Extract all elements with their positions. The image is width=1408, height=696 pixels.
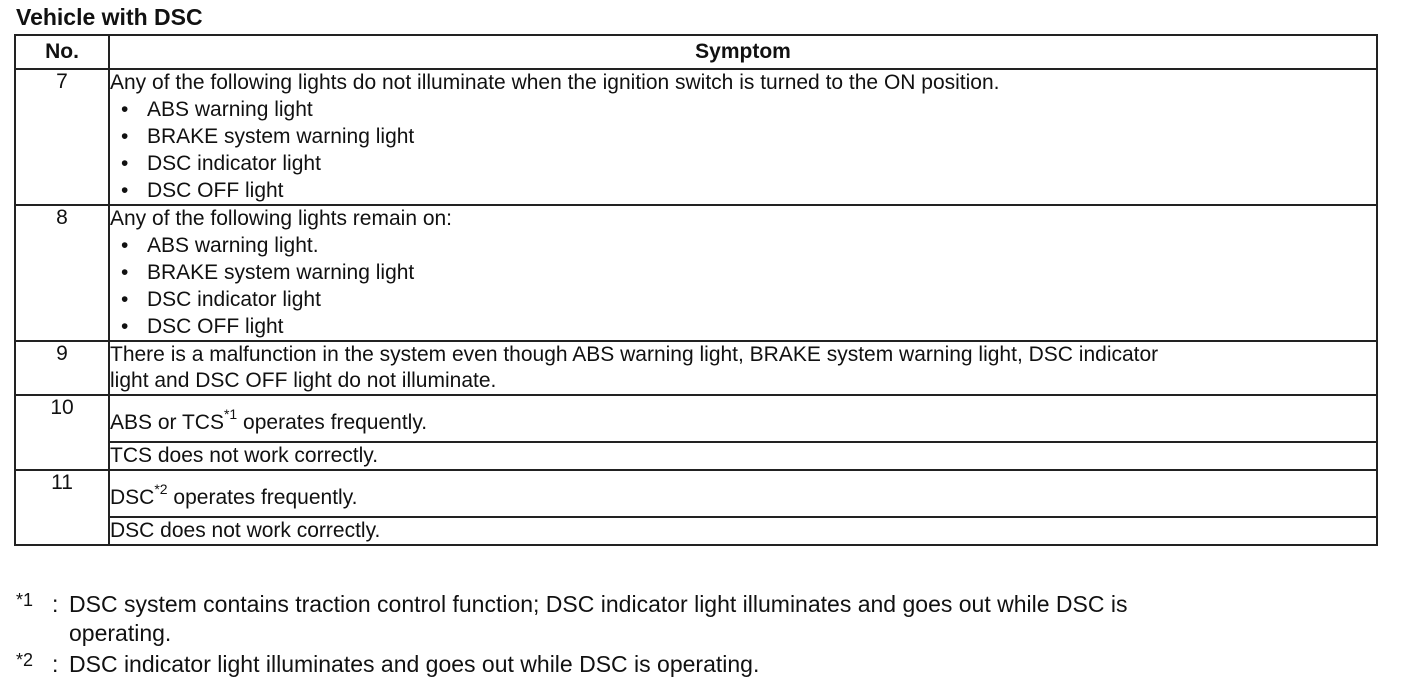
footnote-colon: : [52,651,59,677]
table-row [15,442,1377,470]
bullet-icon: • [121,234,129,257]
row-number: 10 [15,395,109,470]
list-item-label: DSC indicator light [147,288,321,311]
list-item [121,232,1376,259]
footnote-mark: *2 [16,650,34,670]
symptom-cell [109,341,1377,395]
table-row [15,517,1377,545]
bullet-icon: • [121,261,129,284]
footnote-text: operating. [69,620,172,646]
table-header-row [15,35,1377,69]
list-item-label: ABS warning light. [147,234,319,257]
table-row [15,395,1377,442]
column-header-no: No. [15,35,109,69]
list-item [121,259,1376,286]
row-number: 11 [15,470,109,545]
bullet-icon: • [121,315,129,338]
list-item-label: DSC OFF light [147,315,284,338]
symptom-text: ABS or TCS [110,411,224,434]
list-item-label: DSC indicator light [147,152,321,175]
symptom-text-line: There is a malfunction in the system even though ABS warning light, BRAKE system warning light, DSC indicator [110,343,1159,366]
footnote-colon: : [52,591,59,617]
symptom-text-line: light and DSC OFF light do not illuminate. [110,369,497,392]
bullet-list [110,232,1376,340]
row-number: 9 [15,341,109,395]
bullet-icon: • [121,179,129,202]
symptom-cell [109,470,1377,517]
page-title: Vehicle with DSC [16,4,203,30]
list-item-label: BRAKE system warning light [147,125,415,148]
list-item [121,150,1376,177]
footnotes [16,590,1396,681]
symptom-text: operates frequently. [237,411,428,434]
list-item [121,123,1376,150]
symptom-text: DSC [110,486,155,509]
list-item [121,286,1376,313]
table-row [15,205,1377,341]
table-row [15,69,1377,205]
bullet-icon: • [121,288,129,311]
symptom-cell: TCS does not work correctly. [109,442,1377,470]
footnote [16,650,1396,679]
symptom-text: Any of the following lights remain on: [110,207,453,230]
list-item-label: BRAKE system warning light [147,261,415,284]
footnote-mark: *1 [16,590,34,610]
list-item [121,177,1376,204]
bullet-icon: • [121,98,129,121]
symptom-text: Any of the following lights do not illuminate when the ignition switch is turned to the ON position. [110,71,1000,94]
list-item-label: ABS warning light [147,98,313,121]
bullet-icon: • [121,125,129,148]
bullet-list [110,96,1376,204]
list-item-label: DSC OFF light [147,179,284,202]
footnote-text: DSC system contains traction control function; DSC indicator light illuminates and goes out while DSC is [69,591,1128,617]
footnote-text: DSC indicator light illuminates and goes out while DSC is operating. [69,651,760,677]
symptom-cell [109,395,1377,442]
row-number: 7 [15,69,109,205]
row-number: 8 [15,205,109,341]
symptom-text: operates frequently. [167,486,358,509]
symptom-table [14,34,1378,546]
symptom-cell [109,69,1377,205]
footnote [16,590,1396,648]
footnote-ref: *1 [223,406,238,422]
column-header-symptom: Symptom [109,35,1377,69]
symptom-cell: DSC does not work correctly. [109,517,1377,545]
list-item [121,313,1376,340]
table-row [15,341,1377,395]
footnote-ref: *2 [154,481,168,497]
bullet-icon: • [121,152,129,175]
table-row [15,470,1377,517]
symptom-cell [109,205,1377,341]
list-item [121,96,1376,123]
